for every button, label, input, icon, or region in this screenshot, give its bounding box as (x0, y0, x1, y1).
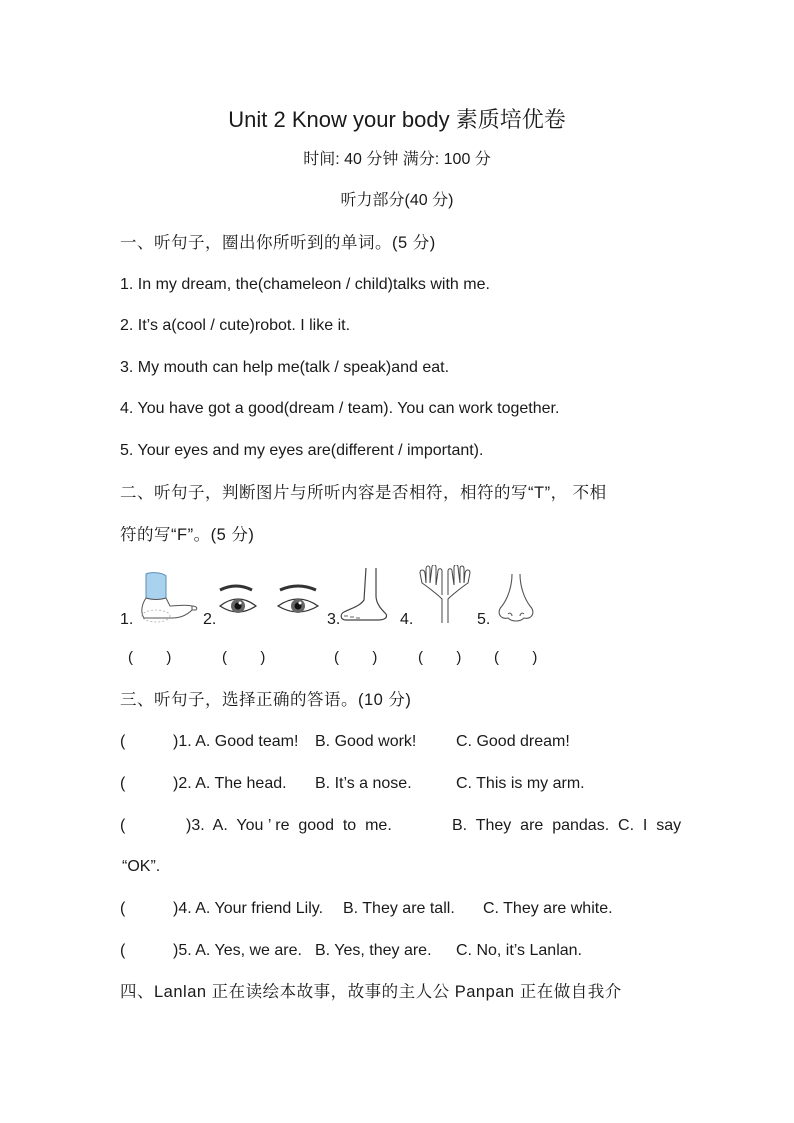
q3-option-a: )3. A. You ’ re good to me. (186, 817, 392, 834)
q3-answer-blank[interactable]: ( (120, 817, 126, 834)
q5-option-c: C. No, it’s Lanlan. (456, 942, 582, 959)
q4-answer-blank[interactable]: ( (120, 900, 126, 917)
q1-option-b: B. Good work! (315, 733, 417, 750)
q5-row (120, 941, 582, 961)
q3-row (120, 816, 682, 836)
section1-item-3: 3. My mouth can help me(talk / speak)and eat. (120, 359, 450, 376)
nose-picture (494, 572, 538, 624)
time-score-info: 时间: 40 分钟 满分: 100 分 (303, 151, 491, 168)
q1-answer-blank[interactable]: ( (120, 733, 126, 750)
q2-option-a: )2. A. The head. (173, 775, 287, 792)
picture-answer-blank-1[interactable]: ( ) (128, 649, 172, 666)
page-title: Unit 2 Know your body 素质培优卷 (228, 107, 566, 132)
listening-part-heading: 听力部分(40 分) (340, 192, 454, 209)
picture-answer-blank-3[interactable]: ( ) (334, 649, 378, 666)
q1-option-c: C. Good dream! (456, 733, 570, 750)
q5-option-b: B. Yes, they are. (315, 942, 432, 959)
q5-answer-blank[interactable]: ( (120, 942, 126, 959)
q4-option-b: B. They are tall. (343, 900, 455, 917)
q5-option-a: )5. A. Yes, we are. (173, 942, 302, 959)
section1-item-5: 5. Your eyes and my eyes are(different / important). (120, 442, 484, 459)
q2-option-b: B. It’s a nose. (315, 775, 412, 792)
q1-option-a: )1. A. Good team! (173, 733, 299, 750)
foot-picture (338, 566, 402, 624)
picture-number-5: 5. (477, 611, 491, 628)
arm-picture (136, 570, 200, 626)
picture-answer-blank-4[interactable]: ( ) (418, 649, 462, 666)
q4-option-c: C. They are white. (483, 900, 613, 917)
hands-picture (414, 565, 476, 625)
section1-heading: 一、听句子，圈出你所听到的单词。(5 分) (120, 234, 436, 252)
q2-option-c: C. This is my arm. (456, 775, 585, 792)
q4-option-a: )4. A. Your friend Lily. (173, 900, 324, 917)
section2-heading-line2: 符的写“F”。(5 分) (120, 526, 255, 544)
q4-row (120, 899, 613, 919)
q3-option-b-c: B. They are pandas. C. I say (452, 817, 682, 834)
section1-item-1: 1. In my dream, the(chameleon / child)talks with me. (120, 276, 490, 293)
section4-heading: 四、Lanlan 正在读绘本故事，故事的主人公 Panpan 正在做自我介 (120, 983, 622, 1001)
picture-number-3: 3. (327, 611, 341, 628)
q2-answer-blank[interactable]: ( (120, 775, 126, 792)
picture-number-2: 2. (203, 611, 217, 628)
section1-item-2: 2. It’s a(cool / cute)robot. I like it. (120, 317, 351, 334)
eyes-picture (216, 582, 326, 622)
picture-answer-blank-2[interactable]: ( ) (222, 649, 266, 666)
section2-heading-line1: 二、听句子，判断图片与所听内容是否相符，相符的写“T”， 不相 (120, 484, 607, 502)
section1-item-4: 4. You have got a good(dream / team). You can work together. (120, 400, 560, 417)
picture-number-4: 4. (400, 611, 414, 628)
picture-number-1: 1. (120, 611, 134, 628)
q2-row (120, 774, 585, 794)
q3-continuation: “OK”. (122, 858, 161, 875)
q1-row (120, 732, 570, 752)
picture-answer-blank-5[interactable]: ( ) (494, 649, 538, 666)
section3-heading: 三、听句子，选择正确的答语。(10 分) (120, 691, 412, 709)
